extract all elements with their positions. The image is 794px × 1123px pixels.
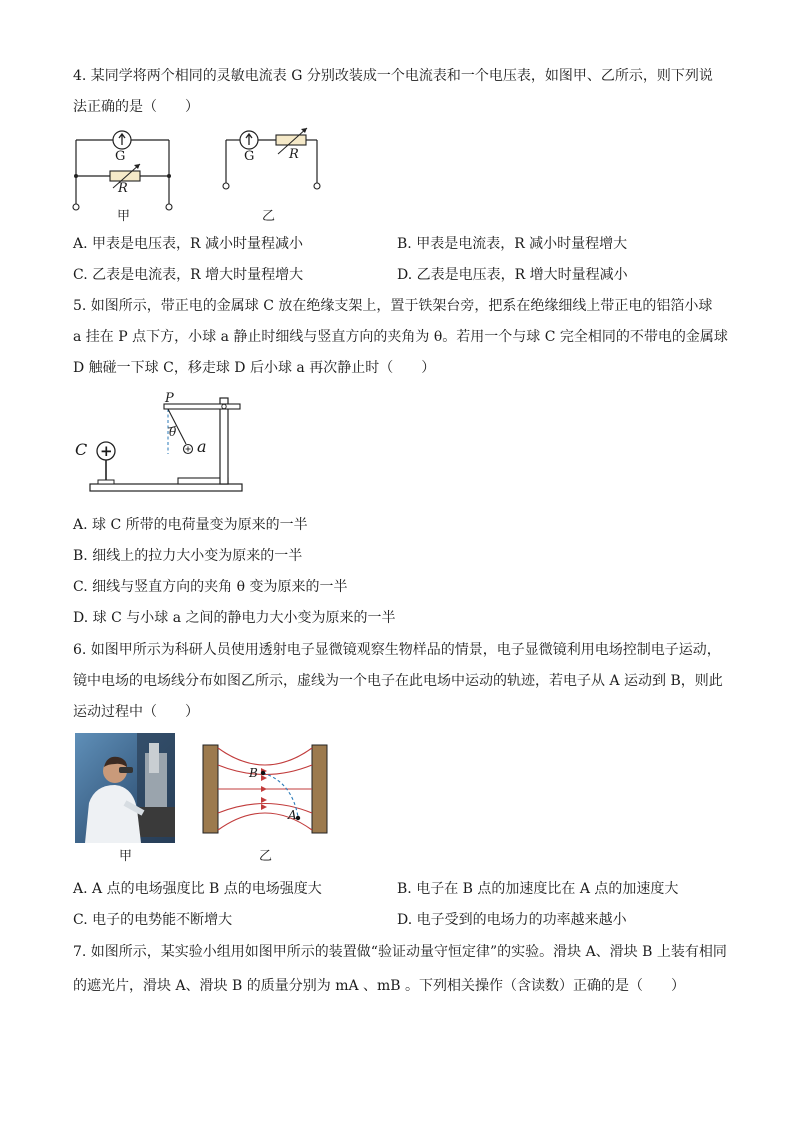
q4-g-label-yi: G (244, 149, 255, 164)
q6-stem-line3: 运动过程中（ ） (73, 704, 199, 720)
q4-circuit-jia (70, 128, 180, 213)
q5-option-d: D. 球 C 与小球 a 之间的静电力大小变为原来的一半 (73, 610, 396, 626)
q4-label-yi: 乙 (262, 209, 276, 224)
q6-label-a: A (288, 808, 297, 822)
q5-option-c: C. 细线与竖直方向的夹角 θ 变为原来的一半 (73, 579, 348, 595)
q4-rheostat-jia (110, 171, 140, 181)
q4-r-label-jia: R (118, 181, 128, 196)
q6-field-diagram (200, 740, 330, 840)
q6-label-b: B (249, 766, 258, 780)
q5-label-a: a (197, 437, 207, 456)
q6-option-b: B. 电子在 B 点的加速度比在 A 点的加速度大 (397, 881, 679, 897)
q6-stem-line2: 镜中电场的电场线分布如图乙所示，虚线为一个电子在此电场中运动的轨迹，若电子从 A 运动到 B，则此 (73, 673, 723, 689)
q6-option-c: C. 电子的电势能不断增大 (73, 912, 233, 928)
q6-option-d: D. 电子受到的电场力的功率越来越小 (397, 912, 627, 928)
q5-label-c: C (75, 440, 88, 459)
q4-rheostat-yi (276, 135, 306, 145)
q4-terminal-left-jia (73, 204, 79, 210)
q6-option-a: A. A 点的电场强度比 B 点的电场强度大 (73, 881, 322, 897)
q5-iron-stand-figure (70, 388, 245, 500)
q5-label-theta: θ (169, 425, 177, 439)
q4-label-jia: 甲 (117, 209, 131, 224)
q4-terminal-right-yi (314, 183, 320, 189)
q6-left-plate (203, 745, 218, 833)
q5-option-b: B. 细线上的拉力大小变为原来的一半 (73, 548, 303, 564)
q4-option-c: C. 乙表是电流表，R 增大时量程增大 (73, 267, 304, 283)
q6-right-plate (312, 745, 327, 833)
q5-stem-line3: D 触碰一下球 C，移走球 D 后小球 a 再次静止时（ ） (73, 360, 436, 376)
q4-option-d: D. 乙表是电压表，R 增大时量程减小 (397, 267, 628, 283)
q4-circuit-yi (220, 128, 330, 193)
q6-label-jia: 甲 (119, 849, 133, 864)
q4-terminal-left-yi (223, 183, 229, 189)
q5-base (90, 484, 242, 491)
q5-stem-line2: a 挂在 P 点下方，小球 a 静止时细线与竖直方向的夹角为 θ。若用一个与球 C 完全相同的不带电的金属球 (73, 329, 728, 345)
q5-label-p: P (165, 391, 174, 406)
q4-g-label-jia: G (115, 149, 126, 164)
q6-point-b (261, 771, 265, 775)
q5-option-a: A. 球 C 所带的电荷量变为原来的一半 (73, 517, 308, 533)
q4-terminal-right-jia (166, 204, 172, 210)
q7-stem-line1: 7. 如图所示，某实验小组用如图甲所示的装置做“验证动量守恒定律”的实验。滑块 A、滑块 B 上装有相同 (73, 944, 727, 960)
q7-stem-line2: 的遮光片，滑块 A、滑块 B 的质量分别为 mA 、mB 。下列相关操作（含读数）正确的是（ ） (73, 978, 686, 994)
q4-option-b: B. 甲表是电流表，R 减小时量程增大 (397, 236, 628, 252)
q5-stem-line1: 5. 如图所示，带正电的金属球 C 放在绝缘支架上，置于铁架台旁，把系在绝缘细线上带正电的铝箔小球 (73, 298, 713, 314)
q4-stem-line2: 法正确的是（ ） (73, 99, 199, 115)
q5-plus-sign: + (100, 442, 113, 460)
q6-label-yi: 乙 (259, 849, 273, 864)
q4-r-label-yi: R (289, 147, 299, 162)
q4-stem-line1: 4. 某同学将两个相同的灵敏电流表 G 分别改装成一个电流表和一个电压表，如图甲、乙所示，则下列说 (73, 68, 713, 84)
q6-microscope-photo (75, 733, 175, 843)
q6-stem-line1: 6. 如图甲所示为科研人员使用透射电子显微镜观察生物样品的情景，电子显微镜利用电场控制电子运动， (73, 642, 721, 658)
q5-horizontal-arm (164, 404, 240, 409)
q4-option-a: A. 甲表是电压表，R 减小时量程减小 (73, 236, 304, 252)
q5-vertical-rod (220, 398, 228, 484)
